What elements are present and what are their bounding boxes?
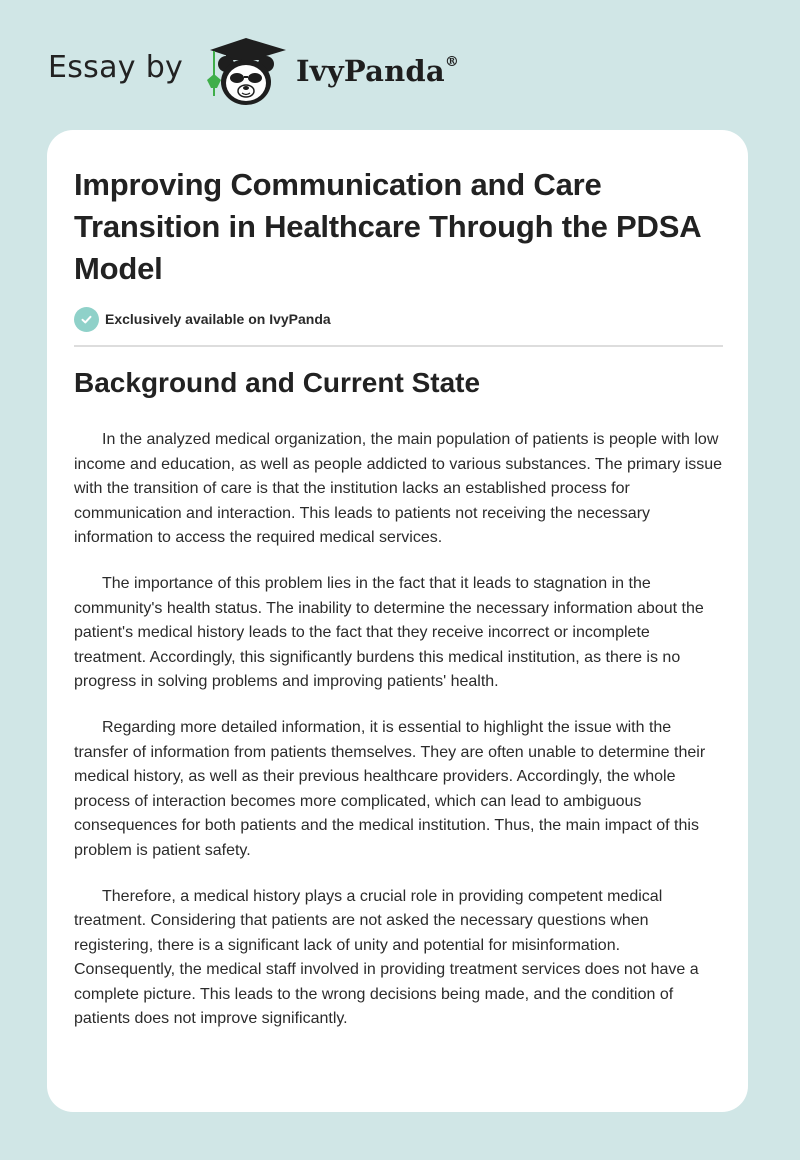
exclusive-badge: [74, 306, 331, 332]
section-heading: Background and Current State: [74, 367, 481, 398]
page-title: Improving Communication and Care Transition in Healthcare Through the PDSA Model: [74, 167, 701, 286]
check-circle-icon: [74, 307, 99, 332]
panda-graduate-icon: [202, 36, 292, 108]
paragraph: Therefore, a medical history plays a crucial role in providing competent medical treatment. Considering that patients are not asked the necessary questions when registering, there is a significant lack of unity and potential for misinformation. Consequently, the medical staff involved in providing treatment services does not have a complete picture. This leads to the wrong decisions being made, and the condition of patients does not improve significantly.: [74, 887, 699, 1028]
essay-card: [47, 130, 748, 1112]
brand-name: IvyPanda®: [296, 54, 460, 88]
paragraph: Regarding more detailed information, it is essential to highlight the issue with the transfer of information from patients themselves. They are often unable to determine their medical history, as well as their previous healthcare providers. Accordingly, the whole process of interaction becomes more complicated, which can lead to ambiguous consequences for both patients and the medical institution. Thus, the main impact of this problem is patient safety.: [74, 718, 706, 859]
exclusive-badge-text: Exclusively available on IvyPanda: [105, 311, 331, 327]
essay-by-label: Essay by: [48, 50, 184, 85]
divider: [74, 345, 723, 347]
site-header: [0, 0, 800, 130]
paragraph: The importance of this problem lies in the fact that it leads to stagnation in the community's health status. The inability to determine the necessary information about the patient's medical history leads to the fact that they receive incorrect or incomplete treatment. Accordingly, this significantly burdens this medical institution, as there is no progress in solving problems and improving patients' health.: [74, 574, 704, 691]
paragraph: In the analyzed medical organization, the main population of patients is people with low income and education, as well as people addicted to various substances. The primary issue with the transition of care is that the institution lacks an established process for communication and interaction. This leads to patients not receiving the necessary information to access the required medical services.: [74, 431, 723, 547]
article-body: [74, 428, 724, 1053]
